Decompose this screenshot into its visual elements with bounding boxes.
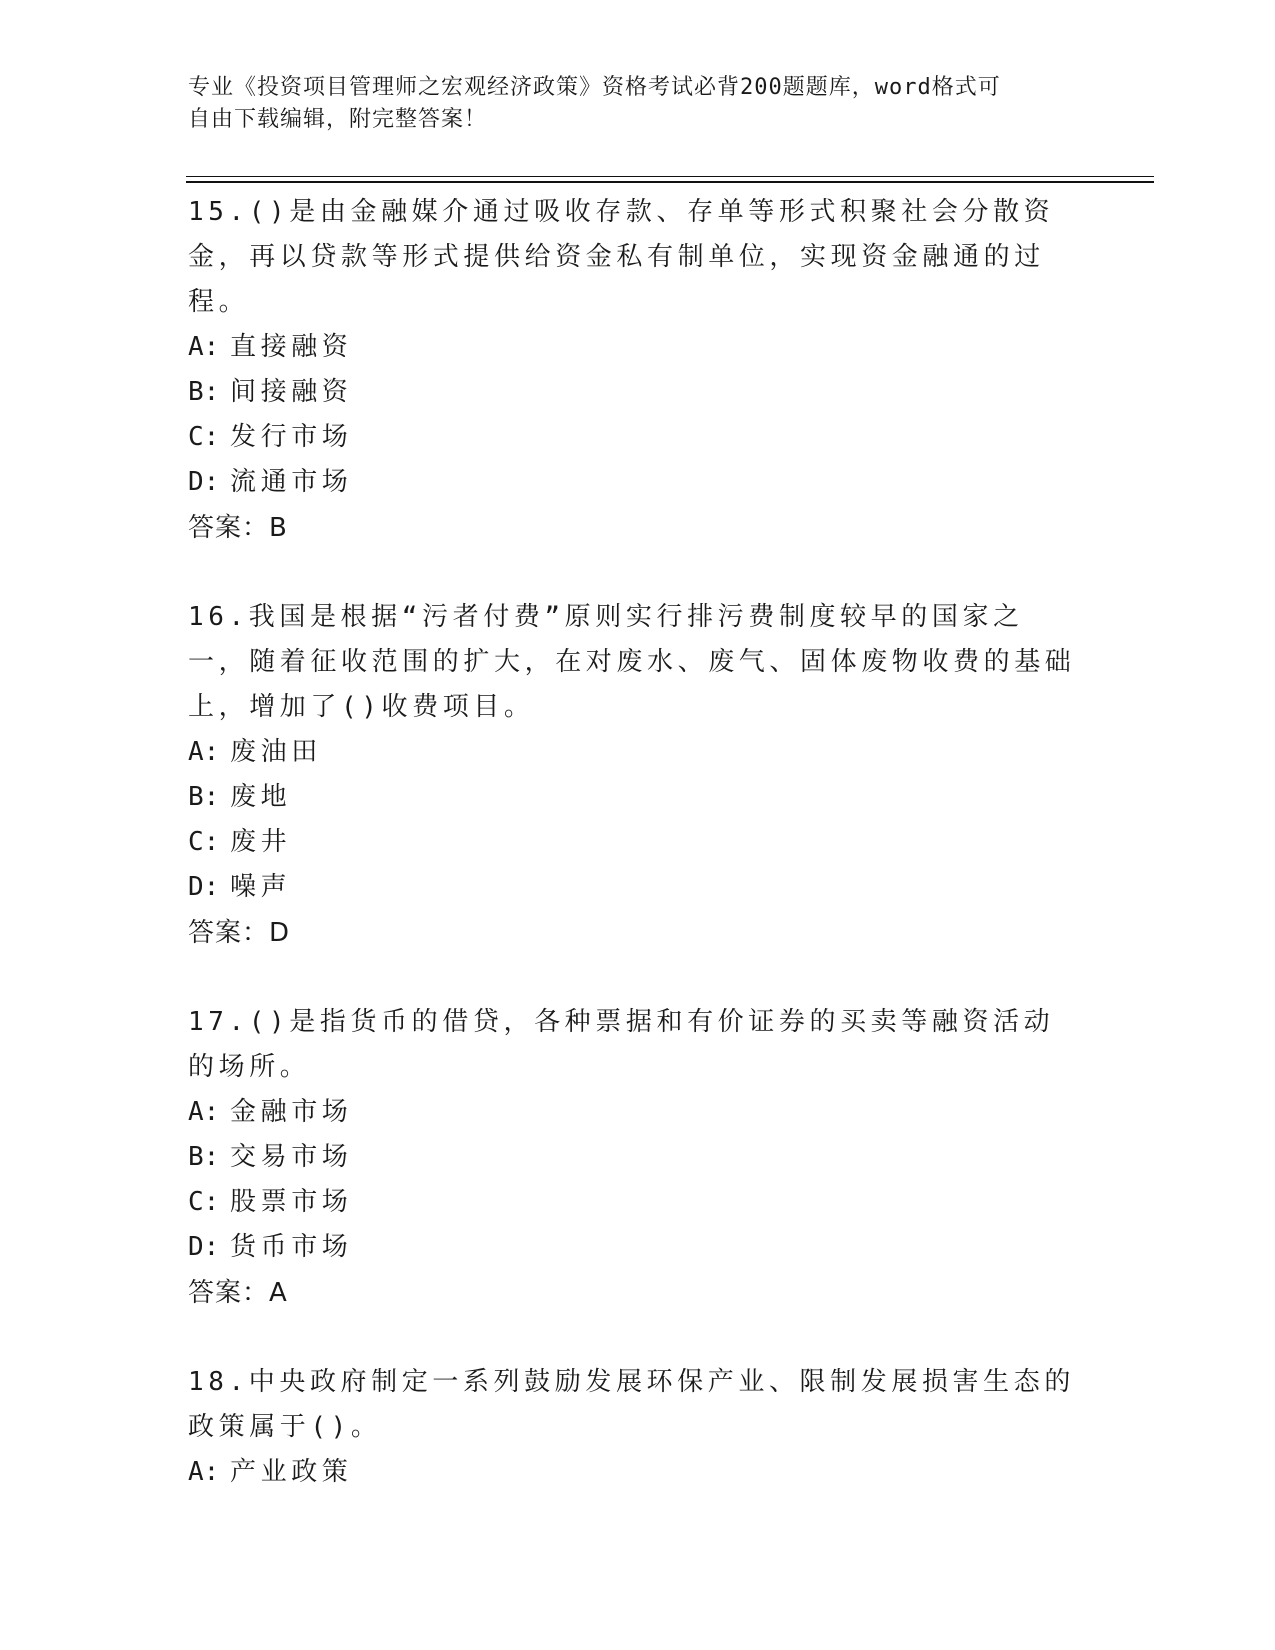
- option-b: [188, 370, 1078, 415]
- option-text: 交易市场: [230, 1142, 353, 1172]
- header-divider-thin: [186, 176, 1154, 177]
- option-b: [188, 1135, 1078, 1180]
- option-letter: A:: [188, 1457, 220, 1487]
- option-letter: A:: [188, 332, 220, 362]
- question-stem: 15.()是由金融媒介通过吸收存款、存单等形式积聚社会分散资金，再以贷款等形式提供给资金私有制单位，实现资金融通的过程。: [188, 197, 1055, 317]
- answer-line: 答案：D: [188, 918, 291, 948]
- option-text: 废井: [230, 827, 292, 857]
- option-letter: D:: [188, 1232, 220, 1262]
- option-a: [188, 730, 1078, 775]
- option-c: [188, 1180, 1078, 1225]
- option-text: 直接融资: [230, 332, 353, 362]
- question-18: [188, 1360, 1078, 1495]
- question-list: [188, 190, 1078, 1539]
- option-letter: C:: [188, 422, 220, 452]
- option-text: 股票市场: [230, 1187, 353, 1217]
- answer-line: 答案：A: [188, 1278, 288, 1308]
- option-d: [188, 1225, 1078, 1270]
- option-letter: D:: [188, 872, 220, 902]
- option-text: 废油田: [230, 737, 322, 767]
- question-stem: 18.中央政府制定一系列鼓励发展环保产业、限制发展损害生态的政策属于()。: [188, 1367, 1075, 1442]
- option-text: 货币市场: [230, 1232, 353, 1262]
- header-divider-thick: [186, 181, 1154, 183]
- option-letter: A:: [188, 1097, 220, 1127]
- option-b: [188, 775, 1078, 820]
- question-17: [188, 1000, 1078, 1316]
- option-d: [188, 865, 1078, 910]
- header-line-1: 专业《投资项目管理师之宏观经济政策》资格考试必背200题题库，word格式可: [188, 75, 1001, 100]
- option-c: [188, 415, 1078, 460]
- option-a: [188, 325, 1078, 370]
- option-text: 间接融资: [230, 377, 353, 407]
- question-16: [188, 595, 1078, 956]
- question-stem: 16.我国是根据“污者付费”原则实行排污费制度较早的国家之一，随着征收范围的扩大，在对废水、废气、固体废物收费的基础上，增加了()收费项目。: [188, 602, 1076, 722]
- answer-line: 答案：B: [188, 513, 288, 543]
- option-text: 噪声: [230, 872, 292, 902]
- option-letter: D:: [188, 467, 220, 497]
- option-text: 废地: [230, 782, 292, 812]
- option-letter: B:: [188, 1142, 220, 1172]
- option-a: [188, 1450, 1078, 1495]
- option-letter: B:: [188, 377, 220, 407]
- question-15: [188, 190, 1078, 551]
- option-letter: A:: [188, 737, 220, 767]
- option-letter: C:: [188, 1187, 220, 1217]
- option-text: 发行市场: [230, 422, 353, 452]
- option-text: 产业政策: [230, 1457, 353, 1487]
- document-header: [188, 72, 1068, 136]
- option-c: [188, 820, 1078, 865]
- option-text: 金融市场: [230, 1097, 353, 1127]
- option-letter: C:: [188, 827, 220, 857]
- option-d: [188, 460, 1078, 505]
- question-stem: 17.()是指货币的借贷，各种票据和有价证券的买卖等融资活动的场所。: [188, 1007, 1055, 1082]
- header-line-2: 自由下载编辑，附完整答案！: [188, 107, 488, 132]
- option-letter: B:: [188, 782, 220, 812]
- option-text: 流通市场: [230, 467, 353, 497]
- option-a: [188, 1090, 1078, 1135]
